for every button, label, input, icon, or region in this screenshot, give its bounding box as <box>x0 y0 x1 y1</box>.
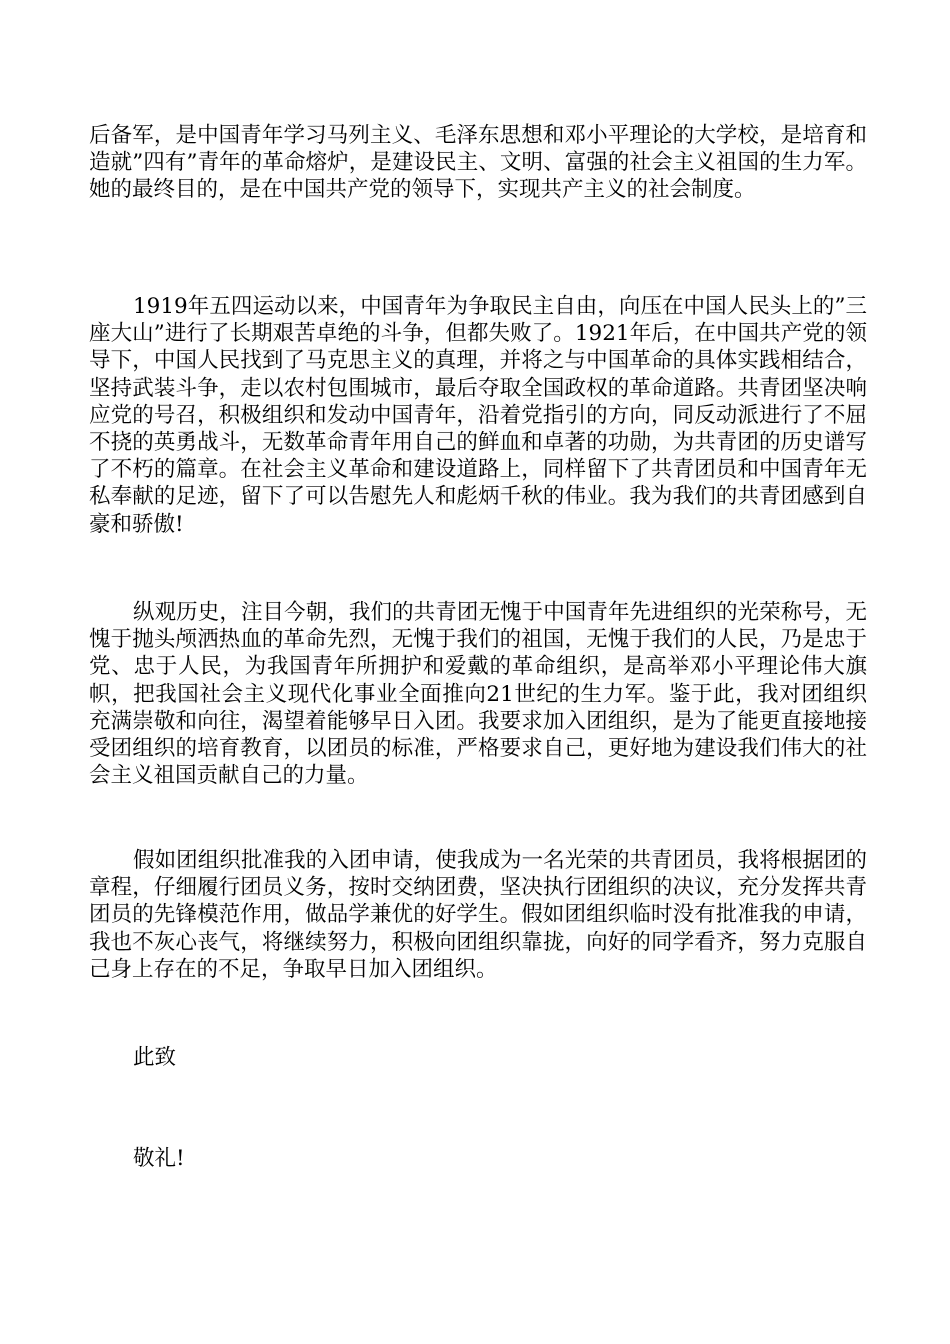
paragraph-opening: 后备军，是中国青年学习马列主义、毛泽东思想和邓小平理论的大学校，是培育和造就”四有”青年的革命熔炉，是建设民主、文明、富强的社会主义祖国的生力军。她的最终目的，是在中国共产党的领导下，实现共产主义的社会制度。 <box>89 123 867 203</box>
paragraph-pledge: 假如团组织批准我的入团申请，使我成为一名光荣的共青团员，我将根据团的章程，仔细履行团员义务，按时交纳团费，坚决执行团组织的决议，充分发挥共青团员的先锋模范作用，做品学兼优的好学生。假如团组织临时没有批准我的申请，我也不灰心丧气，将继续努力，积极向团组织靠拢，向好的同学看齐，努力克服自己身上存在的不足，争取早日加入团组织。 <box>89 848 867 982</box>
closing-salutation: 此致 <box>133 1045 177 1070</box>
paragraph-history: 1919年五四运动以来，中国青年为争取民主自由，向压在中国人民头上的”三座大山”进行了长期艰苦卓绝的斗争，但都失败了。1921年后，在中国共产党的领导下，中国人民找到了马克思主义的真理，并将之与中国革命的具体实践相结合，坚持武装斗争，走以农村包围城市，最后夺取全国政权的革命道路。共青团坚决响应党的号召，积极组织和发动中国青年，沿着党指引的方向，同反动派进行了不屈不挠的英勇战斗，无数革命青年用自己的鲜血和卓著的功勋，为共青团的历史谱写了不朽的篇章。在社会主义革命和建设道路上，同样留下了共青团员和中国青年无私奉献的足迹，留下了可以告慰先人和彪炳千秋的伟业。我为我们的共青团感到自豪和骄傲! <box>89 294 867 537</box>
closing-regards: 敬礼! <box>133 1146 185 1171</box>
paragraph-motivation: 纵观历史，注目今朝，我们的共青团无愧于中国青年先进组织的光荣称号，无愧于抛头颅洒热血的革命先烈，无愧于我们的祖国，无愧于我们的人民，乃是忠于党、忠于人民，为我国青年所拥护和爱戴的革命组织，是高举邓小平理论伟大旗帜，把我国社会主义现代化事业全面推向21世纪的生力军。鉴于此，我对团组织充满崇敬和向往，渴望着能够早日入团。我要求加入团组织，是为了能更直接地接受团组织的培育教育，以团员的标准，严格要求自己，更好地为建设我们伟大的社会主义祖国贡献自己的力量。 <box>89 600 867 789</box>
